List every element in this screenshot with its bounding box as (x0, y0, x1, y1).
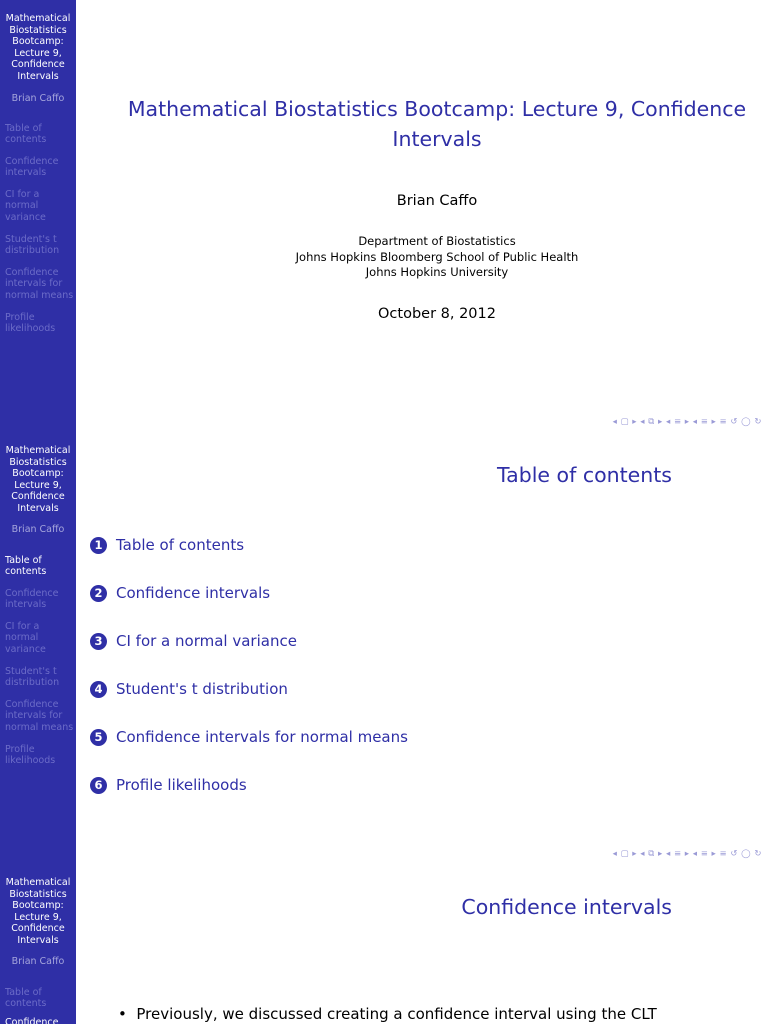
slide-confidence-intervals (0, 864, 768, 1024)
toc-item[interactable]: 4 Student's t distribution (90, 680, 288, 698)
toc-number-badge: 2 (90, 585, 107, 602)
sidebar-item-confidence-intervals[interactable]: Confidence (5, 1017, 59, 1024)
sidebar-item-ci-normal-variance[interactable]: CI for a normal variance (5, 189, 46, 223)
sidebar-item-table-of-contents[interactable]: Table of contents (5, 555, 47, 578)
slide-table-of-contents (0, 432, 768, 864)
sidebar-lecture-title[interactable]: Mathematical Biostatistics Bootcamp: Lecture 9, Confidence Intervals (5, 877, 71, 946)
frame-title: Table of contents (497, 463, 672, 487)
toc-number-badge: 6 (90, 777, 107, 794)
beamer-navigation-icons[interactable]: ◂ ▢ ▸ ◂ ⧉ ▸ ◂ ≡ ▸ ◂ ≡ ▸ ≡ ↺ ◯ ↻ (612, 849, 762, 859)
toc-number-badge: 5 (90, 729, 107, 746)
sidebar-item-ci-normal-means[interactable]: Confidence intervals for normal means (5, 267, 74, 301)
sidebar-lecture-title[interactable]: Mathematical Biostatistics Bootcamp: Lecture 9, Confidence Intervals (5, 13, 71, 82)
sidebar-item-students-t[interactable]: Student's t distribution (5, 666, 60, 689)
sidebar-item-table-of-contents[interactable]: Table of contents (5, 123, 47, 146)
sidebar-item-profile-likelihoods[interactable]: Profile likelihoods (5, 312, 56, 335)
institution: Department of Biostatistics Johns Hopkins Bloomberg School of Public Health Johns Hopkins University (295, 234, 579, 279)
toc-number-badge: 3 (90, 633, 107, 650)
bullet-item: • Previously, we discussed creating a confidence interval using the CLT (118, 1005, 657, 1023)
sidebar-lecture-title[interactable]: Mathematical Biostatistics Bootcamp: Lecture 9, Confidence Intervals (5, 445, 71, 514)
slide-title (0, 0, 768, 432)
sidebar-item-profile-likelihoods[interactable]: Profile likelihoods (5, 744, 56, 767)
toc-number-badge: 1 (90, 537, 107, 554)
slide-main (76, 864, 768, 1024)
sidebar-item-ci-normal-variance[interactable]: CI for a normal variance (5, 621, 46, 655)
slide-main (76, 0, 768, 432)
presentation-date: October 8, 2012 (378, 306, 496, 322)
sidebar-item-confidence-intervals[interactable]: Confidence intervals (5, 156, 59, 179)
sidebar (0, 864, 76, 1024)
sidebar (0, 432, 76, 864)
sidebar-author: Brian Caffo (11, 956, 65, 967)
toc-item[interactable]: 5 Confidence intervals for normal means (90, 728, 408, 746)
sidebar-item-table-of-contents[interactable]: Table of contents (5, 987, 47, 1010)
toc-item[interactable]: 3 CI for a normal variance (90, 632, 297, 650)
sidebar-item-confidence-intervals[interactable]: Confidence intervals (5, 588, 59, 611)
frame-title: Confidence intervals (461, 895, 672, 919)
toc-item[interactable]: 2 Confidence intervals (90, 584, 270, 602)
sidebar-author: Brian Caffo (11, 524, 65, 535)
sidebar (0, 0, 76, 432)
presentation-author: Brian Caffo (396, 193, 478, 209)
presentation-title: Mathematical Biostatistics Bootcamp: Lecture 9, Confidence Intervals (127, 97, 747, 151)
toc-item[interactable]: 1 Table of contents (90, 536, 244, 554)
sidebar-item-ci-normal-means[interactable]: Confidence intervals for normal means (5, 699, 74, 733)
toc-item[interactable]: 6 Profile likelihoods (90, 776, 247, 794)
slide-main (76, 432, 768, 864)
beamer-navigation-icons[interactable]: ◂ ▢ ▸ ◂ ⧉ ▸ ◂ ≡ ▸ ◂ ≡ ▸ ≡ ↺ ◯ ↻ (612, 417, 762, 427)
sidebar-item-students-t[interactable]: Student's t distribution (5, 234, 60, 257)
sidebar-author: Brian Caffo (11, 93, 65, 104)
toc-number-badge: 4 (90, 681, 107, 698)
